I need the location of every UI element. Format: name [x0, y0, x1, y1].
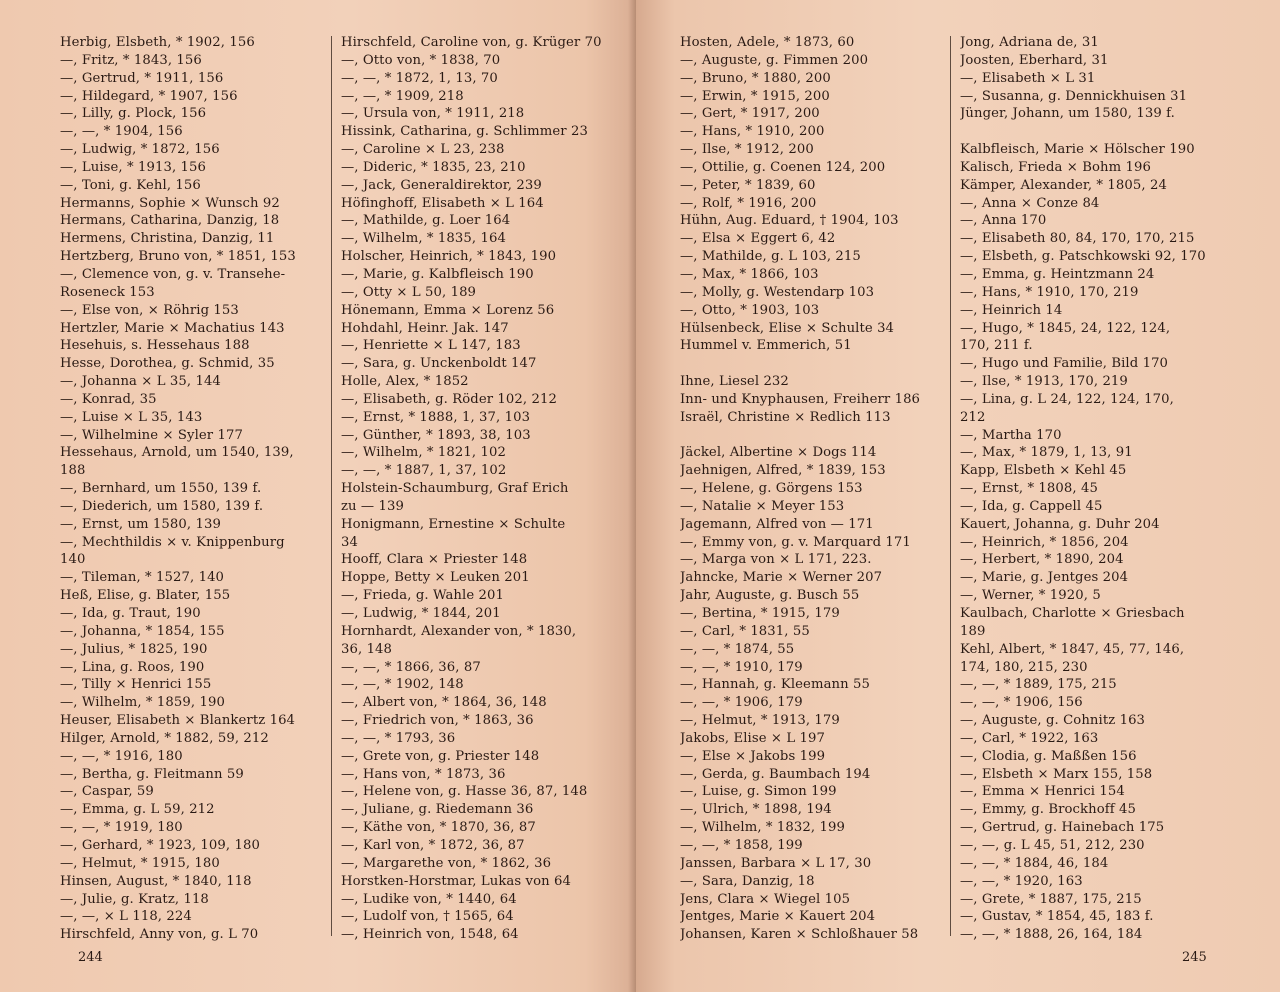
index-entry: 36, 148 — [341, 641, 393, 657]
index-entry: —, Ludwig, * 1872, 156 — [60, 142, 220, 158]
index-entry: —, Emma, g. Heintzmann 24 — [960, 266, 1155, 282]
index-entry: —, Lina, g. Roos, 190 — [60, 659, 205, 675]
index-entry: Israël, Christine × Redlich 113 — [680, 409, 891, 425]
index-entry: —, Hans von, * 1873, 36 — [341, 766, 506, 782]
index-entry: —, —, * 1920, 163 — [960, 873, 1083, 889]
index-entry: —, Gertrud, * 1911, 156 — [60, 70, 224, 86]
index-entry: Jünger, Johann, um 1580, 139 f. — [960, 106, 1175, 122]
index-entry: —, —, * 1889, 175, 215 — [960, 677, 1117, 693]
index-entry: —, Gustav, * 1854, 45, 183 f. — [960, 909, 1154, 925]
index-entry: —, Max, * 1866, 103 — [680, 266, 819, 282]
index-entry: Hosten, Adele, * 1873, 60 — [680, 35, 855, 50]
index-entry: Kauert, Johanna, g. Duhr 204 — [960, 516, 1160, 532]
index-entry: —, Ernst, * 1888, 1, 37, 103 — [341, 409, 531, 425]
index-entry: —, —, * 1909, 218 — [341, 88, 464, 104]
index-entry: —, Diederich, um 1580, 139 f. — [60, 498, 264, 514]
index-entry: —, Hannah, g. Kleemann 55 — [680, 677, 870, 693]
index-entry: —, —, * 1906, 179 — [680, 695, 803, 711]
index-entry: —, Johanna, * 1854, 155 — [60, 623, 225, 639]
index-entry: —, Ida, g. Traut, 190 — [60, 606, 201, 621]
index-entry: Hessehaus, Arnold, um 1540, 139, — [60, 445, 294, 461]
index-entry: —, Ulrich, * 1898, 194 — [680, 802, 832, 818]
index-entry: —, Hans, * 1910, 200 — [680, 124, 825, 140]
index-entry: Kehl, Albert, * 1847, 45, 77, 146, — [960, 641, 1185, 657]
index-entry: —, —, * 1872, 1, 13, 70 — [341, 70, 498, 86]
index-entry: —, Emmy, g. Brockhoff 45 — [960, 802, 1136, 818]
page-number: 245 — [1182, 950, 1207, 965]
index-entry: Honigmann, Ernestine × Schulte — [341, 516, 566, 532]
index-entry: Holstein-Schaumburg, Graf Erich — [341, 481, 569, 497]
index-entry: —, Tilly × Henrici 155 — [60, 677, 212, 693]
index-entry: Hirschfeld, Anny von, g. L 70 — [60, 927, 259, 943]
index-entry: —, Toni, g. Kehl, 156 — [60, 177, 201, 193]
index-entry: Jahr, Auguste, g. Busch 55 — [680, 588, 860, 604]
index-entry: Hermens, Christina, Danzig, 11 — [60, 231, 275, 247]
index-entry: Roseneck 153 — [60, 284, 155, 300]
index-entry: Jens, Clara × Wiegel 105 — [680, 891, 851, 907]
index-entry: —, Auguste, g. Cohnitz 163 — [960, 713, 1146, 729]
index-entry: Jakobs, Elise × L 197 — [680, 730, 825, 746]
index-entry: Jaehnigen, Alfred, * 1839, 153 — [680, 463, 886, 479]
index-entry: —, Helmut, * 1915, 180 — [60, 855, 220, 871]
index-entry: —, Carl, * 1922, 163 — [960, 730, 1099, 746]
index-entry: —, Ernst, * 1808, 45 — [960, 481, 1098, 497]
index-entry: —, —, * 1874, 55 — [680, 641, 795, 657]
index-entry: Hilger, Arnold, * 1882, 59, 212 — [60, 730, 269, 746]
index-entry: —, Gerhard, * 1923, 109, 180 — [60, 837, 260, 853]
index-entry: Hühn, Aug. Eduard, † 1904, 103 — [680, 213, 899, 229]
left-page — [0, 0, 636, 992]
index-entry: —, Otto, * 1903, 103 — [680, 302, 820, 318]
index-entry: zu — 139 — [341, 498, 404, 514]
index-entry: —, Heinrich von, 1548, 64 — [341, 927, 519, 943]
index-entry: Hermans, Catharina, Danzig, 18 — [60, 213, 280, 229]
index-entry: —, Else von, × Röhrig 153 — [60, 302, 239, 318]
index-entry: —, Elsbeth × Marx 155, 158 — [960, 766, 1153, 782]
index-entry: —, Else × Jakobs 199 — [680, 748, 826, 764]
index-entry: Inn- und Knyphausen, Freiherr 186 — [680, 391, 921, 407]
index-entry: —, Ludolf von, † 1565, 64 — [341, 909, 514, 925]
index-entry: 140 — [60, 552, 86, 568]
index-entry: Hoppe, Betty × Leuken 201 — [341, 570, 530, 586]
index-entry: —, —, * 1916, 180 — [60, 748, 183, 764]
index-entry: Hesse, Dorothea, g. Schmid, 35 — [60, 356, 275, 372]
index-entry: Hirschfeld, Caroline von, g. Krüger 70 — [341, 35, 602, 50]
index-entry: —, Hugo, * 1845, 24, 122, 124, — [960, 320, 1171, 336]
index-entry: —, Grete, * 1887, 175, 215 — [960, 891, 1142, 907]
index-entry: —, Molly, g. Westendarp 103 — [680, 284, 875, 300]
index-entry: —, Bertina, * 1915, 179 — [680, 606, 840, 621]
index-entry: —, —, * 1919, 180 — [60, 820, 183, 836]
index-entry: —, —, * 1858, 199 — [680, 837, 803, 853]
index-entry: Ihne, Liesel 232 — [680, 374, 789, 390]
index-entry: Hohdahl, Heinr. Jak. 147 — [341, 320, 509, 336]
index-entry: —, Julie, g. Kratz, 118 — [60, 891, 209, 907]
page-number: 244 — [78, 950, 103, 965]
index-entry: —, Elsa × Eggert 6, 42 — [680, 231, 836, 247]
index-entry: —, Marie, g. Kalbfleisch 190 — [341, 266, 534, 282]
index-entry: —, Carl, * 1831, 55 — [680, 623, 810, 639]
index-entry: —, Werner, * 1920, 5 — [960, 588, 1101, 604]
index-entry: —, Margarethe von, * 1862, 36 — [341, 855, 552, 871]
index-entry: —, Anna × Conze 84 — [960, 195, 1100, 211]
index-entry: —, Clemence von, g. v. Transehe- — [60, 266, 286, 282]
index-entry: —, —, * 1910, 179 — [680, 659, 803, 675]
index-entry: —, Hans, * 1910, 170, 219 — [960, 284, 1139, 300]
index-entry: Holscher, Heinrich, * 1843, 190 — [341, 249, 557, 265]
index-entry: Hermanns, Sophie × Wunsch 92 — [60, 195, 280, 211]
index-entry: 189 — [960, 623, 986, 639]
index-entry: —, Grete von, g. Priester 148 — [341, 748, 540, 764]
left-page-column-1 — [60, 34, 326, 944]
index-entry: —, Auguste, g. Fimmen 200 — [680, 52, 869, 68]
index-entry: —, Elsbeth, g. Patschkowski 92, 170 — [960, 249, 1206, 265]
column-divider — [331, 36, 332, 936]
index-entry: —, Mathilde, g. Loer 164 — [341, 213, 511, 229]
index-entry: —, Frieda, g. Wahle 201 — [341, 588, 505, 604]
index-entry: 34 — [341, 534, 358, 550]
index-entry: —, Emmy von, g. v. Marquard 171 — [680, 534, 911, 550]
index-entry: —, Martha 170 — [960, 427, 1062, 443]
index-entry: —, Ilse, * 1912, 200 — [680, 142, 814, 158]
index-entry: —, Gerda, g. Baumbach 194 — [680, 766, 871, 782]
index-entry: —, —, * 1793, 36 — [341, 730, 456, 746]
index-entry: —, —, * 1906, 156 — [960, 695, 1083, 711]
index-entry: —, Hugo und Familie, Bild 170 — [960, 356, 1169, 372]
index-entry: —, Emma × Henrici 154 — [960, 784, 1125, 800]
index-entry: Holle, Alex, * 1852 — [341, 374, 469, 390]
index-entry: —, —, × L 118, 224 — [60, 909, 192, 925]
index-entry: —, Anna 170 — [960, 213, 1047, 229]
index-entry: —, Dideric, * 1835, 23, 210 — [341, 159, 526, 175]
index-entry: —, Luise × L 35, 143 — [60, 409, 203, 425]
index-entry: —, Juliane, g. Riedemann 36 — [341, 802, 534, 818]
index-entry: —, Günther, * 1893, 38, 103 — [341, 427, 531, 443]
index-entry: —, Caspar, 59 — [60, 784, 154, 800]
index-entry: Kalbfleisch, Marie × Hölscher 190 — [960, 142, 1195, 158]
index-entry: —, Heinrich, * 1856, 204 — [960, 534, 1129, 550]
index-entry: Hummel v. Emmerich, 51 — [680, 338, 852, 354]
index-entry: —, Mathilde, g. L 103, 215 — [680, 249, 861, 265]
index-entry: Jentges, Marie × Kauert 204 — [680, 909, 876, 925]
index-entry: —, Helene von, g. Hasse 36, 87, 148 — [341, 784, 588, 800]
index-entry: —, Wilhelm, * 1859, 190 — [60, 695, 225, 711]
index-entry: —, Mechthildis × v. Knippenburg — [60, 534, 285, 550]
index-entry: —, Otty × L 50, 189 — [341, 284, 477, 300]
index-entry — [960, 123, 1244, 141]
index-entry: —, Karl von, * 1872, 36, 87 — [341, 837, 525, 853]
index-entry: —, Bernhard, um 1550, 139 f. — [60, 481, 262, 497]
index-entry: —, Sara, Danzig, 18 — [680, 873, 815, 889]
index-entry: —, Hildegard, * 1907, 156 — [60, 88, 238, 104]
index-entry: —, Käthe von, * 1870, 36, 87 — [341, 820, 536, 836]
index-entry: —, Helmut, * 1913, 179 — [680, 713, 840, 729]
index-entry: —, Bertha, g. Fleitmann 59 — [60, 766, 244, 782]
index-entry: —, Luise, * 1913, 156 — [60, 159, 206, 175]
index-entry: Jagemann, Alfred von — 171 — [680, 516, 874, 532]
index-entry: —, —, * 1904, 156 — [60, 124, 183, 140]
index-entry: Jäckel, Albertine × Dogs 114 — [680, 445, 877, 461]
index-entry: —, Tileman, * 1527, 140 — [60, 570, 225, 586]
index-entry: Kalisch, Frieda × Bohm 196 — [960, 159, 1151, 175]
index-entry: 170, 211 f. — [960, 338, 1033, 354]
index-entry: —, Jack, Generaldirektor, 239 — [341, 177, 542, 193]
index-entry: Hülsenbeck, Elise × Schulte 34 — [680, 320, 895, 336]
index-entry: —, —, * 1902, 148 — [341, 677, 464, 693]
index-entry: —, Albert von, * 1864, 36, 148 — [341, 695, 547, 711]
index-entry: Heß, Elise, g. Blater, 155 — [60, 588, 231, 604]
index-entry: Kaulbach, Charlotte × Griesbach — [960, 606, 1185, 621]
index-entry: —, Bruno, * 1880, 200 — [680, 70, 831, 86]
index-entry: Heuser, Elisabeth × Blankertz 164 — [60, 713, 296, 729]
index-entry: Hönemann, Emma × Lorenz 56 — [341, 302, 555, 318]
index-entry: Hertzberg, Bruno von, * 1851, 153 — [60, 249, 296, 265]
index-entry: —, Emma, g. L 59, 212 — [60, 802, 215, 818]
index-entry: Hooff, Clara × Priester 148 — [341, 552, 528, 568]
index-entry: —, Marie, g. Jentges 204 — [960, 570, 1129, 586]
index-entry: —, Peter, * 1839, 60 — [680, 177, 816, 193]
index-entry: —, Konrad, 35 — [60, 391, 157, 407]
index-entry: —, Wilhelm, * 1832, 199 — [680, 820, 845, 836]
index-entry: —, Gertrud, g. Hainebach 175 — [960, 820, 1165, 836]
index-entry: —, —, * 1888, 26, 164, 184 — [960, 927, 1143, 943]
index-entry: —, —, * 1887, 1, 37, 102 — [341, 463, 507, 479]
right-page — [636, 0, 1280, 992]
index-entry: —, Otto von, * 1838, 70 — [341, 52, 501, 68]
index-entry: —, Ludike von, * 1440, 64 — [341, 891, 517, 907]
index-entry: Hinsen, August, * 1840, 118 — [60, 873, 252, 889]
index-entry: —, Ida, g. Cappell 45 — [960, 498, 1103, 514]
index-entry: Hertzler, Marie × Machatius 143 — [60, 320, 285, 336]
index-entry: Kapp, Elsbeth × Kehl 45 — [960, 463, 1127, 479]
index-entry: —, Fritz, * 1843, 156 — [60, 52, 202, 68]
index-entry: —, Wilhelm, * 1835, 164 — [341, 231, 506, 247]
column-divider — [950, 36, 951, 936]
index-entry: Hesehuis, s. Hessehaus 188 — [60, 338, 250, 354]
right-page-column-1 — [680, 34, 944, 944]
index-entry: 212 — [960, 409, 986, 425]
index-entry: —, Luise, g. Simon 199 — [680, 784, 837, 800]
index-entry — [680, 427, 944, 445]
index-entry: —, Herbert, * 1890, 204 — [960, 552, 1124, 568]
index-entry: —, Elisabeth 80, 84, 170, 170, 215 — [960, 231, 1195, 247]
index-entry: —, Ottilie, g. Coenen 124, 200 — [680, 159, 886, 175]
index-entry: —, —, g. L 45, 51, 212, 230 — [960, 837, 1145, 853]
index-entry: —, Johanna × L 35, 144 — [60, 374, 221, 390]
index-entry: —, Caroline × L 23, 238 — [341, 142, 505, 158]
index-entry: —, Natalie × Meyer 153 — [680, 498, 845, 514]
index-entry: Joosten, Eberhard, 31 — [960, 52, 1109, 68]
index-entry: Johansen, Karen × Schloßhauer 58 — [680, 927, 919, 943]
index-entry: —, Erwin, * 1915, 200 — [680, 88, 830, 104]
index-entry: —, Rolf, * 1916, 200 — [680, 195, 817, 211]
index-entry: —, Ursula von, * 1911, 218 — [341, 106, 525, 122]
index-entry: —, Elisabeth × L 31 — [960, 70, 1096, 86]
index-entry: —, Susanna, g. Dennickhuisen 31 — [960, 88, 1188, 104]
index-entry: —, Marga von × L 171, 223. — [680, 552, 872, 568]
index-entry: Hornhardt, Alexander von, * 1830, — [341, 623, 577, 639]
right-page-column-2 — [960, 34, 1244, 944]
index-entry: —, Max, * 1879, 1, 13, 91 — [960, 445, 1133, 461]
index-entry: —, Friedrich von, * 1863, 36 — [341, 713, 534, 729]
index-entry: —, Sara, g. Unckenboldt 147 — [341, 356, 537, 372]
index-entry: —, Gert, * 1917, 200 — [680, 106, 820, 122]
index-entry: —, Lilly, g. Plock, 156 — [60, 106, 207, 122]
index-entry: —, —, * 1866, 36, 87 — [341, 659, 481, 675]
index-entry: —, Julius, * 1825, 190 — [60, 641, 208, 657]
index-entry: —, Henriette × L 147, 183 — [341, 338, 521, 354]
index-entry: Höfinghoff, Elisabeth × L 164 — [341, 195, 544, 211]
index-entry: Horstken-Horstmar, Lukas von 64 — [341, 873, 571, 889]
index-entry: —, Ilse, * 1913, 170, 219 — [960, 374, 1128, 390]
index-entry: —, Clodia, g. Maßßen 156 — [960, 748, 1137, 764]
index-entry: 188 — [60, 463, 86, 479]
index-entry: Herbig, Elsbeth, * 1902, 156 — [60, 35, 255, 50]
index-entry: Janssen, Barbara × L 17, 30 — [680, 855, 872, 871]
index-entry: Jong, Adriana de, 31 — [960, 35, 1099, 50]
index-entry: 174, 180, 215, 230 — [960, 659, 1088, 675]
index-entry: —, Wilhelm, * 1821, 102 — [341, 445, 506, 461]
index-entry: —, Heinrich 14 — [960, 302, 1063, 318]
index-entry: —, Ludwig, * 1844, 201 — [341, 606, 501, 621]
index-entry: Hissink, Catharina, g. Schlimmer 23 — [341, 124, 588, 140]
index-entry: —, Lina, g. L 24, 122, 124, 170, — [960, 391, 1174, 407]
index-entry: —, Elisabeth, g. Röder 102, 212 — [341, 391, 557, 407]
index-entry: —, —, * 1884, 46, 184 — [960, 855, 1109, 871]
index-entry: —, Helene, g. Görgens 153 — [680, 481, 863, 497]
index-entry: —, Wilhelmine × Syler 177 — [60, 427, 243, 443]
index-entry: Jahncke, Marie × Werner 207 — [680, 570, 883, 586]
index-entry: —, Ernst, um 1580, 139 — [60, 516, 221, 532]
index-entry: Kämper, Alexander, * 1805, 24 — [960, 177, 1167, 193]
index-entry — [680, 355, 944, 373]
left-page-column-2 — [341, 34, 603, 944]
